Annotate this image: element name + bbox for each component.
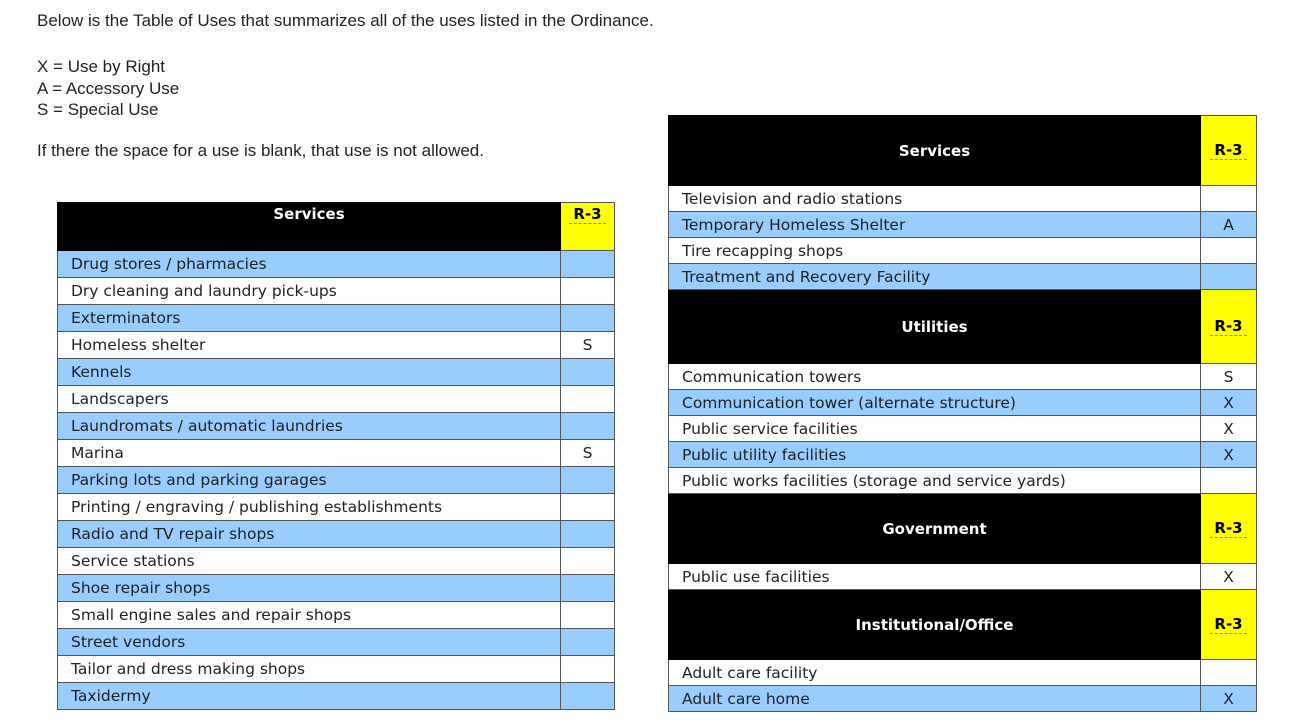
section-header <box>669 590 1201 660</box>
use-permission <box>561 629 615 656</box>
zone-header <box>1201 494 1257 564</box>
table-row <box>669 416 1257 442</box>
section-header-label: Services <box>898 141 971 160</box>
section-header-label: Institutional/Office <box>855 615 1014 634</box>
section-header-row-utilities <box>669 290 1257 364</box>
table-row <box>58 521 615 548</box>
table-row <box>58 629 615 656</box>
section-header <box>669 290 1201 364</box>
use-name: Service stations <box>58 548 561 575</box>
table-row <box>669 390 1257 416</box>
use-name: Dry cleaning and laundry pick-ups <box>58 278 561 305</box>
use-name: Small engine sales and repair shops <box>58 602 561 629</box>
table-row <box>58 251 615 278</box>
use-name: Marina <box>58 440 561 467</box>
use-name: Public works facilities (storage and service yards) <box>669 468 1201 494</box>
left-uses-table <box>57 202 615 710</box>
use-name: Public use facilities <box>669 564 1201 590</box>
table-row <box>669 686 1257 712</box>
section-header <box>669 494 1201 564</box>
use-name: Drug stores / pharmacies <box>58 251 561 278</box>
use-name: Printing / engraving / publishing establishments <box>58 494 561 521</box>
use-name: Taxidermy <box>58 683 561 710</box>
use-name: Temporary Homeless Shelter <box>669 212 1201 238</box>
use-permission <box>561 386 615 413</box>
use-permission <box>1201 468 1257 494</box>
use-permission <box>561 575 615 602</box>
use-permission: S <box>1201 364 1257 390</box>
table-row <box>669 660 1257 686</box>
use-name: Laundromats / automatic laundries <box>58 413 561 440</box>
table-row <box>669 264 1257 290</box>
use-name: Tailor and dress making shops <box>58 656 561 683</box>
section-header-row-services <box>669 116 1257 186</box>
use-permission <box>561 683 615 710</box>
zone-header-label: R-3 <box>1210 615 1246 634</box>
table-row <box>669 238 1257 264</box>
zone-header <box>561 203 615 251</box>
use-name: Television and radio stations <box>669 186 1201 212</box>
intro-text: Below is the Table of Uses that summarizes all of the uses listed in the Ordinance. <box>37 11 654 30</box>
use-permission: X <box>1201 686 1257 712</box>
zone-header-label: R-3 <box>569 205 605 224</box>
section-header-row-government <box>669 494 1257 564</box>
use-name: Kennels <box>58 359 561 386</box>
use-name: Public service facilities <box>669 416 1201 442</box>
table-row <box>669 564 1257 590</box>
zone-header-label: R-3 <box>1210 141 1246 160</box>
table-row <box>58 494 615 521</box>
section-header-label: Government <box>882 519 987 538</box>
table-row <box>58 278 615 305</box>
use-name: Public utility facilities <box>669 442 1201 468</box>
use-name: Exterminators <box>58 305 561 332</box>
use-name: Radio and TV repair shops <box>58 521 561 548</box>
use-permission <box>561 305 615 332</box>
table-row <box>58 656 615 683</box>
legend-special-use: S = Special Use <box>37 100 159 119</box>
section-header-row-institutional-office <box>669 590 1257 660</box>
table-row <box>58 413 615 440</box>
note-text: If there the space for a use is blank, that use is not allowed. <box>37 141 484 160</box>
legend <box>37 56 179 121</box>
use-name: Treatment and Recovery Facility <box>669 264 1201 290</box>
use-permission: X <box>1201 416 1257 442</box>
use-permission: S <box>561 440 615 467</box>
use-permission <box>561 602 615 629</box>
use-name: Shoe repair shops <box>58 575 561 602</box>
left-header-row <box>58 203 615 251</box>
use-permission <box>561 251 615 278</box>
use-name: Landscapers <box>58 386 561 413</box>
table-row <box>58 548 615 575</box>
legend-accessory-use: A = Accessory Use <box>37 78 180 98</box>
section-header <box>58 203 561 251</box>
section-header <box>669 116 1201 186</box>
table-row <box>669 468 1257 494</box>
use-permission: A <box>1201 212 1257 238</box>
use-permission <box>561 494 615 521</box>
legend-use-by-right: X = Use by Right <box>37 57 166 76</box>
use-permission <box>1201 660 1257 686</box>
use-permission: X <box>1201 564 1257 590</box>
zone-header-label: R-3 <box>1210 519 1246 538</box>
use-permission <box>561 656 615 683</box>
table-row <box>669 364 1257 390</box>
use-permission <box>1201 186 1257 212</box>
use-name: Communication tower (alternate structure) <box>669 390 1201 416</box>
table-row <box>58 305 615 332</box>
zone-header <box>1201 590 1257 660</box>
use-permission <box>561 413 615 440</box>
use-name: Tire recapping shops <box>669 238 1201 264</box>
table-row <box>669 212 1257 238</box>
use-permission <box>561 521 615 548</box>
table-row <box>58 359 615 386</box>
zone-header-label: R-3 <box>1210 317 1246 336</box>
use-permission: X <box>1201 442 1257 468</box>
table-row <box>58 467 615 494</box>
zone-header <box>1201 116 1257 186</box>
section-header-label: Services <box>273 205 345 223</box>
use-name: Adult care facility <box>669 660 1201 686</box>
table-row <box>669 442 1257 468</box>
table-row <box>58 386 615 413</box>
use-name: Parking lots and parking garages <box>58 467 561 494</box>
use-permission <box>1201 264 1257 290</box>
use-name: Homeless shelter <box>58 332 561 359</box>
use-permission <box>561 467 615 494</box>
table-row <box>58 332 615 359</box>
use-name: Communication towers <box>669 364 1201 390</box>
use-permission: S <box>561 332 615 359</box>
use-permission <box>1201 238 1257 264</box>
use-name: Adult care home <box>669 686 1201 712</box>
right-uses-table <box>668 115 1257 712</box>
use-permission <box>561 359 615 386</box>
table-row <box>58 683 615 710</box>
table-row <box>58 575 615 602</box>
use-name: Street vendors <box>58 629 561 656</box>
use-permission: X <box>1201 390 1257 416</box>
zone-header <box>1201 290 1257 364</box>
use-permission <box>561 548 615 575</box>
table-row <box>58 602 615 629</box>
section-header-label: Utilities <box>901 317 968 336</box>
use-permission <box>561 278 615 305</box>
table-row <box>58 440 615 467</box>
table-row <box>669 186 1257 212</box>
